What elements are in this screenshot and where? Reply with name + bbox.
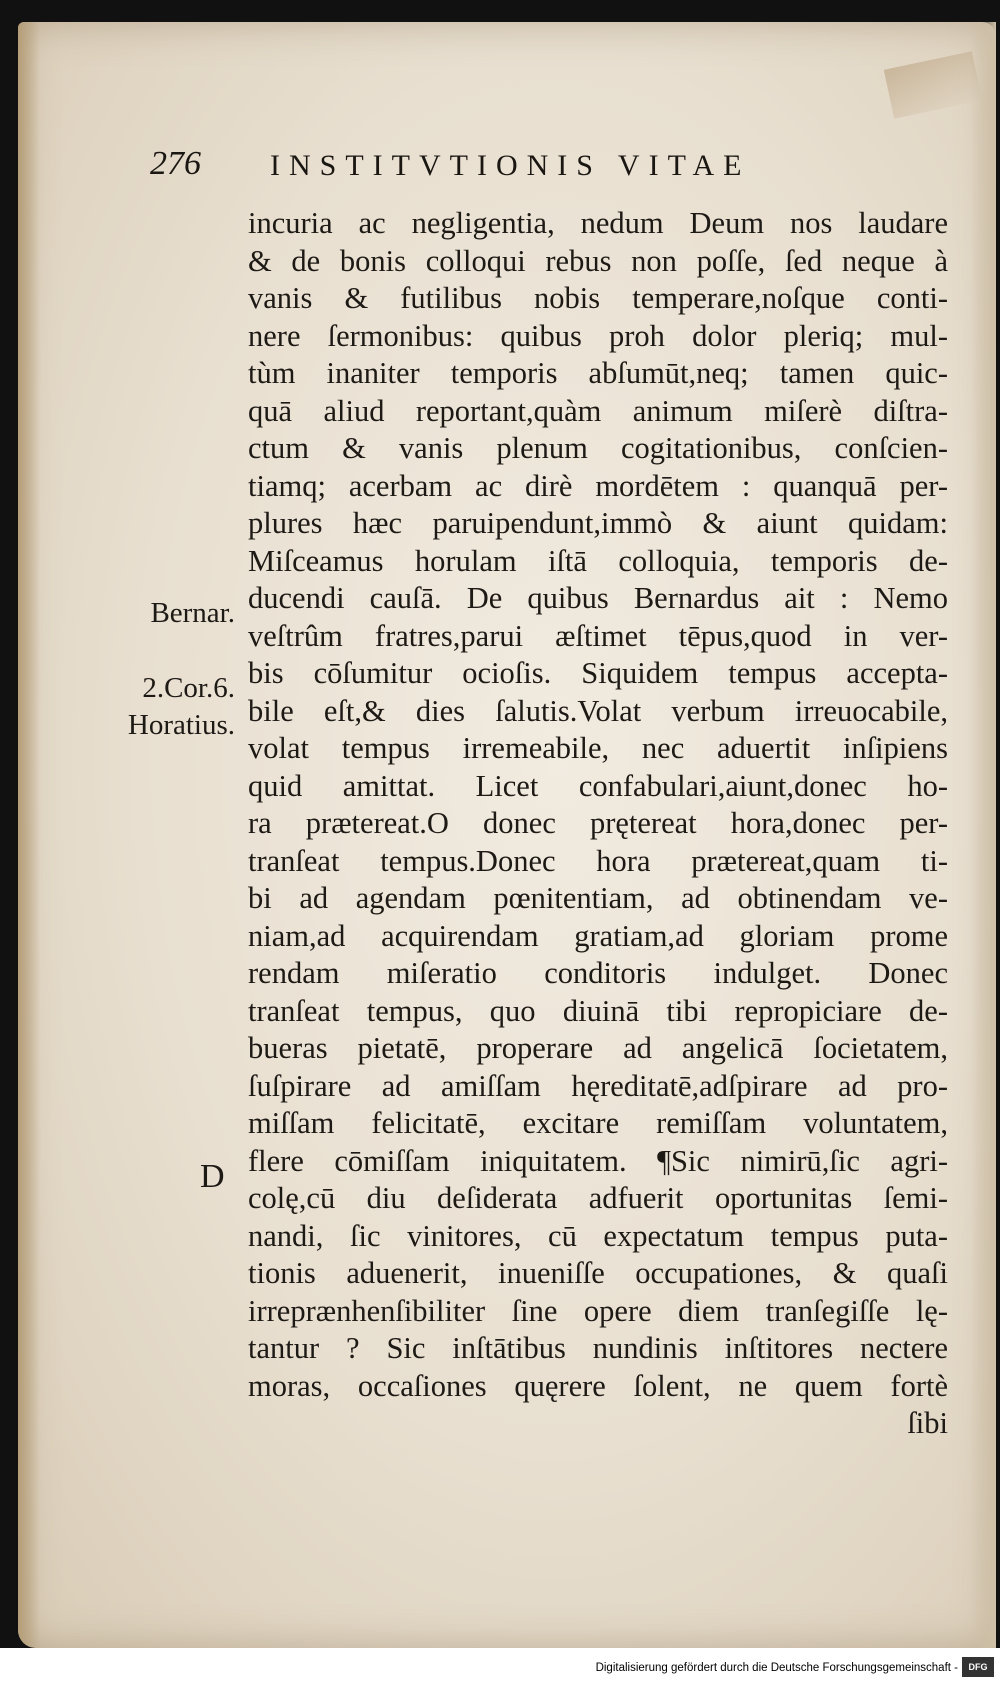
marginal-note-bernardus: Bernar. (150, 597, 235, 629)
text-line: tionis aduenerit, inueniſſe occupationes, & quaſi (248, 1256, 948, 1290)
text-line: miſſam felicitatē, excitare remiſſam voluntatem, (248, 1106, 948, 1140)
text-line: quā aliud reportant,quàm animum miſerè diſtra- (248, 393, 948, 428)
text-line: & de bonis colloqui rebus non poſſe, ſed neque à (248, 243, 948, 278)
text-line: ctum & vanis plenum cogitationibus, conſcien- (248, 431, 948, 465)
text-line: tranſeat tempus.Donec hora prætereat,quam ti- (248, 843, 948, 878)
running-head: INSTITVTIONIS VITAE (270, 149, 751, 182)
section-letter: D (200, 1158, 225, 1195)
text-line: irreprænhenſibiliter ſine opere diem tranſegiſſe lę- (248, 1293, 948, 1328)
text-line: flere cōmiſſam iniquitatem. ¶Sic nimirū,ſic agri- (248, 1143, 948, 1178)
marginal-note-horatius: Horatius. (127, 709, 235, 741)
text-line: ſibi (907, 1406, 948, 1440)
body-text (248, 205, 948, 1443)
text-line: veſtrûm fratres,parui æſtimet tēpus,quod in ver- (248, 618, 948, 653)
text-line: moras, occaſiones quęrere ſolent, ne quem fortè (248, 1368, 948, 1403)
text-line: Miſceamus horulam iſtā colloquia, temporis de- (248, 543, 948, 578)
page-edge-shadow (18, 22, 40, 1648)
page-number: 276 (150, 145, 201, 182)
text-line: nandi, ſic vinitores, cū expectatum tempus puta- (248, 1218, 948, 1253)
funding-credit: Digitalisierung gefördert durch die Deutsche Forschungsgemeinschaft - (595, 1662, 958, 1674)
text-line: tiamq; acerbam ac dirè mordētem : quanquā per- (248, 468, 948, 503)
text-line: ra prætereat.O donec prętereat hora,donec per- (248, 806, 948, 840)
text-line: quid amittat. Licet confabulari,aiunt,donec ho- (248, 768, 948, 803)
text-line: vanis & futilibus nobis temperare,noſque conti- (248, 281, 948, 315)
text-line: plures hæc paruipendunt,immò & aiunt quidam: (248, 506, 948, 540)
text-line: incuria ac negligentia, nedum Deum nos laudare (248, 206, 948, 240)
marginal-note-corinthians: 2.Cor.6. (142, 672, 235, 704)
text-line: colę,cū diu deſiderata adfuerit oportunitas ſemi- (248, 1181, 948, 1215)
text-line: bis cōſumitur ocioſis. Siquidem tempus accepta- (248, 656, 948, 690)
text-line: rendam miſeratio conditoris indulget. Donec (248, 956, 948, 990)
text-line: bi ad agendam pœnitentiam, ad obtinendam ve- (248, 881, 948, 915)
dfg-logo: DFG (962, 1657, 994, 1677)
text-line: tantur ? Sic inſtātibus nundinis inſtitores nectere (248, 1331, 948, 1365)
text-line: tùm inaniter temporis abſumūt,neq; tamen quic- (248, 356, 948, 390)
page-edge-right (970, 22, 996, 1648)
text-line: niam,ad acquirendam gratiam,ad gloriam prome (248, 918, 948, 953)
text-line: ducendi cauſā. De quibus Bernardus ait : Nemo (248, 581, 948, 615)
text-line: nere ſermonibus: quibus proh dolor pleriq; mul- (248, 318, 948, 353)
text-line: tranſeat tempus, quo diuinā tibi repropiciare de- (248, 993, 948, 1028)
page-header (150, 135, 850, 195)
digitization-footer (0, 1648, 1000, 1682)
text-line: bueras pietatē, properare ad angelicā ſocietatem, (248, 1031, 948, 1065)
page-corner-fold (884, 51, 982, 119)
text-line: bile eſt,& dies ſalutis.Volat verbum irreuocabile, (248, 693, 948, 728)
text-line: volat tempus irremeabile, nec aduertit inſipiens (248, 731, 948, 765)
text-line: ſuſpirare ad amiſſam hęreditatē,adſpirare ad pro- (248, 1068, 948, 1103)
